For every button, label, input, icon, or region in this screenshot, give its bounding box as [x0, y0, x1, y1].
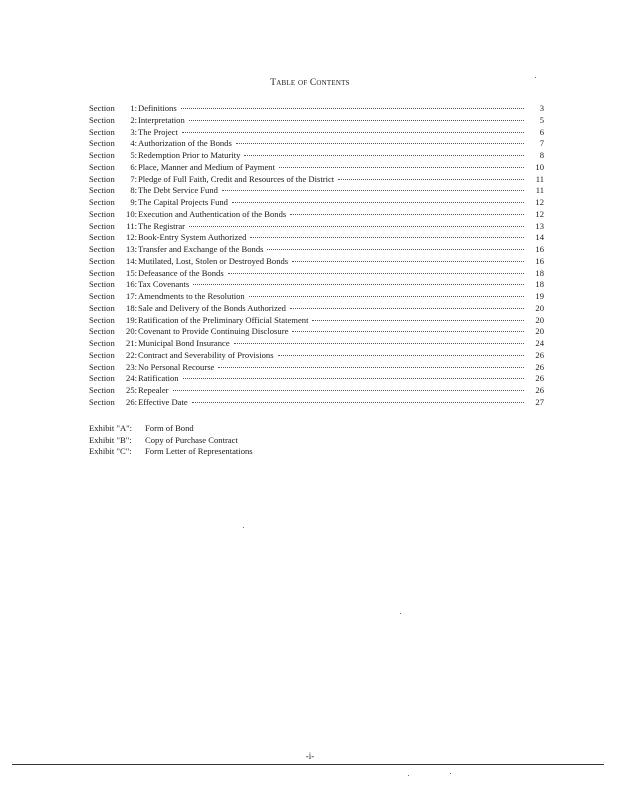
toc-entry: [89, 138, 544, 150]
toc-section-label: Section: [89, 138, 115, 149]
toc-page-number: 13: [535, 220, 544, 231]
toc-entry: [89, 209, 544, 221]
toc-page-number: 12: [535, 208, 544, 219]
toc-section-label: Section: [89, 232, 115, 243]
toc-section-title: The Capital Projects Fund: [138, 197, 228, 207]
page-title: Table of Contents: [270, 78, 350, 88]
toc-section-label: Section: [89, 114, 115, 125]
toc-section-title: Place, Manner and Medium of Payment: [138, 161, 275, 172]
toc-entry: [89, 385, 544, 397]
toc-section-label: Section: [89, 255, 115, 266]
scan-speck: [450, 773, 451, 774]
toc-section-number: 18:: [126, 302, 137, 313]
toc-section-number: 19:: [126, 314, 137, 325]
toc-section-number: 7:: [130, 173, 137, 184]
toc-section-label: Section: [89, 161, 115, 172]
toc-section-title: Transfer and Exchange of the Bonds: [138, 244, 264, 254]
toc-entry: [89, 150, 544, 162]
toc-section-number: 16:: [126, 279, 137, 290]
toc-entry: [89, 232, 544, 244]
toc-section-label: Section: [89, 173, 115, 184]
toc-section-label: Section: [89, 267, 115, 278]
toc-dot-leader: [232, 202, 524, 203]
toc-dot-leader: [222, 190, 524, 191]
toc-page-number: 16: [535, 255, 544, 266]
toc-dot-leader: [182, 132, 524, 133]
toc-entry: [89, 397, 544, 409]
scan-speck: [535, 77, 536, 78]
toc-entry: [89, 279, 544, 291]
toc-section-number: 14:: [126, 255, 137, 266]
toc-section-number: 23:: [126, 361, 137, 372]
toc-section-number: 5:: [130, 150, 137, 160]
exhibit-label: Exhibit "C":: [89, 446, 132, 456]
exhibit-description: Form Letter of Representations: [145, 446, 253, 456]
toc-section-number: 26:: [126, 396, 137, 407]
toc-section-label: Section: [89, 103, 115, 113]
toc-section-number: 17:: [126, 291, 137, 301]
toc-section-number: 3:: [130, 126, 137, 137]
toc-section-number: 21:: [126, 338, 137, 348]
toc-dot-leader: [290, 214, 524, 215]
toc-section-label: Section: [89, 396, 115, 407]
toc-page-number: 20: [535, 314, 544, 325]
toc-section-number: 25:: [126, 385, 137, 395]
toc-section-number: 11:: [126, 220, 137, 231]
toc-section-number: 1:: [130, 103, 137, 113]
toc-section-title: The Project: [138, 126, 178, 137]
toc-section-number: 6:: [130, 161, 137, 172]
toc-section-number: 12:: [126, 232, 137, 243]
toc-dot-leader: [279, 167, 524, 168]
toc-section-number: 8:: [130, 185, 137, 196]
toc-section-label: Section: [89, 126, 115, 137]
toc-entry: [89, 350, 544, 362]
footer-rule: [12, 764, 604, 765]
exhibit-label: Exhibit "A":: [89, 423, 133, 433]
toc-section-label: Section: [89, 279, 115, 290]
toc-section-label: Section: [89, 185, 115, 196]
toc-section-label: Section: [89, 361, 115, 372]
toc-list: [89, 103, 544, 409]
toc-section-title: Book-Entry System Authorized: [138, 232, 247, 243]
toc-dot-leader: [181, 108, 524, 109]
toc-entry: [89, 256, 544, 268]
toc-section-title: Mutilated, Lost, Stolen or Destroyed Bonds: [138, 255, 289, 266]
toc-section-title: Redemption Prior to Maturity: [138, 150, 241, 160]
toc-page-number: 8: [539, 150, 544, 160]
toc-entry: [89, 221, 544, 233]
toc-dot-leader: [249, 296, 524, 297]
toc-section-number: 20:: [126, 326, 137, 337]
toc-section-number: 24:: [126, 373, 137, 384]
toc-section-number: 9:: [130, 197, 137, 207]
toc-section-label: Section: [89, 314, 115, 325]
toc-page-number: 26: [535, 361, 544, 372]
exhibit-label: Exhibit "B":: [89, 434, 132, 445]
toc-page-number: 11: [535, 173, 544, 184]
toc-page-number: 16: [535, 244, 544, 254]
toc-section-label: Section: [89, 197, 115, 207]
toc-dot-leader: [312, 320, 524, 321]
toc-section-label: Section: [89, 244, 115, 254]
toc-section-title: Covenant to Provide Continuing Disclosure: [138, 326, 289, 337]
toc-dot-leader: [189, 120, 524, 121]
toc-section-title: Definitions: [138, 103, 177, 113]
toc-dot-leader: [250, 237, 524, 238]
toc-entry: [89, 162, 544, 174]
toc-section-label: Section: [89, 220, 115, 231]
toc-page-number: 12: [535, 197, 544, 207]
toc-page-number: 11: [535, 185, 544, 196]
exhibit-description: Form of Bond: [145, 423, 194, 433]
toc-section-number: 22:: [126, 349, 137, 360]
toc-page-number: 26: [535, 373, 544, 384]
toc-section-label: Section: [89, 338, 115, 348]
toc-entry: [89, 373, 544, 385]
toc-entry: [89, 291, 544, 303]
toc-section-title: Contract and Severability of Provisions: [138, 349, 274, 360]
toc-section-title: Repealer: [138, 385, 169, 395]
toc-section-title: Ratification of the Preliminary Official Statement: [138, 314, 309, 325]
toc-section-number: 10:: [126, 208, 137, 219]
scan-speck: [243, 527, 244, 528]
toc-section-label: Section: [89, 150, 115, 160]
toc-page-number: 27: [535, 396, 544, 407]
toc-section-title: No Personal Recourse: [138, 361, 215, 372]
toc-dot-leader: [192, 402, 524, 403]
toc-page-number: 3: [539, 103, 544, 113]
toc-page-number: 19: [535, 291, 544, 301]
toc-entry: [89, 185, 544, 197]
toc-page-number: 6: [539, 126, 544, 137]
toc-entry: [89, 174, 544, 186]
toc-section-title: Effective Date: [138, 396, 188, 407]
toc-dot-leader: [183, 378, 524, 379]
toc-dot-leader: [338, 179, 524, 180]
toc-page-number: 18: [535, 279, 544, 290]
toc-dot-leader: [234, 343, 524, 344]
toc-entry: [89, 362, 544, 374]
toc-dot-leader: [193, 284, 524, 285]
toc-section-title: Tax Covenants: [138, 279, 190, 290]
toc-dot-leader: [292, 261, 524, 262]
toc-section-number: 4:: [130, 138, 137, 149]
toc-page-number: 5: [539, 114, 544, 125]
exhibit-description: Copy of Purchase Contract: [145, 434, 238, 445]
toc-entry: [89, 115, 544, 127]
exhibit-list: [89, 423, 389, 458]
toc-section-title: Defeasance of the Bonds: [138, 267, 224, 278]
toc-entry: [89, 315, 544, 327]
toc-dot-leader: [173, 390, 524, 391]
toc-entry: [89, 197, 544, 209]
scan-speck: [408, 775, 409, 776]
toc-section-title: Interpretation: [138, 114, 185, 125]
toc-dot-leader: [218, 367, 524, 368]
page-number: -i-: [305, 751, 315, 761]
toc-dot-leader: [244, 155, 524, 156]
scan-speck: [400, 613, 401, 614]
toc-section-title: Amendments to the Resolution: [138, 291, 245, 301]
toc-section-label: Section: [89, 208, 115, 219]
toc-page-number: 20: [535, 326, 544, 337]
toc-section-label: Section: [89, 349, 115, 360]
toc-section-title: Authorization of the Bonds: [138, 138, 232, 149]
toc-section-title: Municipal Bond Insurance: [138, 338, 230, 348]
toc-dot-leader: [278, 355, 524, 356]
toc-page-number: 18: [535, 267, 544, 278]
exhibit-entry: [89, 423, 389, 435]
toc-page-number: 24: [535, 338, 544, 348]
toc-dot-leader: [228, 273, 524, 274]
toc-section-label: Section: [89, 291, 115, 301]
toc-page-number: 10: [535, 161, 544, 172]
toc-section-title: Sale and Delivery of the Bonds Authorized: [138, 302, 286, 313]
toc-entry: [89, 326, 544, 338]
toc-section-title: Execution and Authentication of the Bonds: [138, 208, 287, 219]
exhibit-entry: [89, 435, 389, 447]
toc-dot-leader: [290, 308, 524, 309]
toc-entry: [89, 268, 544, 280]
toc-section-title: Ratification: [138, 373, 179, 384]
toc-section-title: Pledge of Full Faith, Credit and Resources of the District: [138, 173, 335, 184]
toc-entry: [89, 103, 544, 115]
toc-dot-leader: [292, 331, 524, 332]
toc-section-label: Section: [89, 385, 115, 395]
toc-page-number: 20: [535, 302, 544, 313]
toc-dot-leader: [236, 143, 524, 144]
toc-entry: [89, 244, 544, 256]
exhibit-entry: [89, 446, 389, 458]
toc-page-number: 26: [535, 349, 544, 360]
toc-section-number: 2:: [130, 114, 137, 125]
toc-section-number: 15:: [126, 267, 137, 278]
toc-entry: [89, 127, 544, 139]
toc-dot-leader: [189, 226, 524, 227]
toc-entry: [89, 338, 544, 350]
toc-section-label: Section: [89, 302, 115, 313]
toc-section-label: Section: [89, 326, 115, 337]
toc-page-number: 26: [535, 385, 544, 395]
toc-section-number: 13:: [126, 244, 137, 254]
toc-page-number: 14: [535, 232, 544, 243]
toc-section-title: The Registrar: [138, 220, 186, 231]
toc-section-label: Section: [89, 373, 115, 384]
toc-section-title: The Debt Service Fund: [138, 185, 218, 196]
toc-entry: [89, 303, 544, 315]
toc-dot-leader: [267, 249, 524, 250]
toc-page-number: 7: [539, 138, 544, 149]
